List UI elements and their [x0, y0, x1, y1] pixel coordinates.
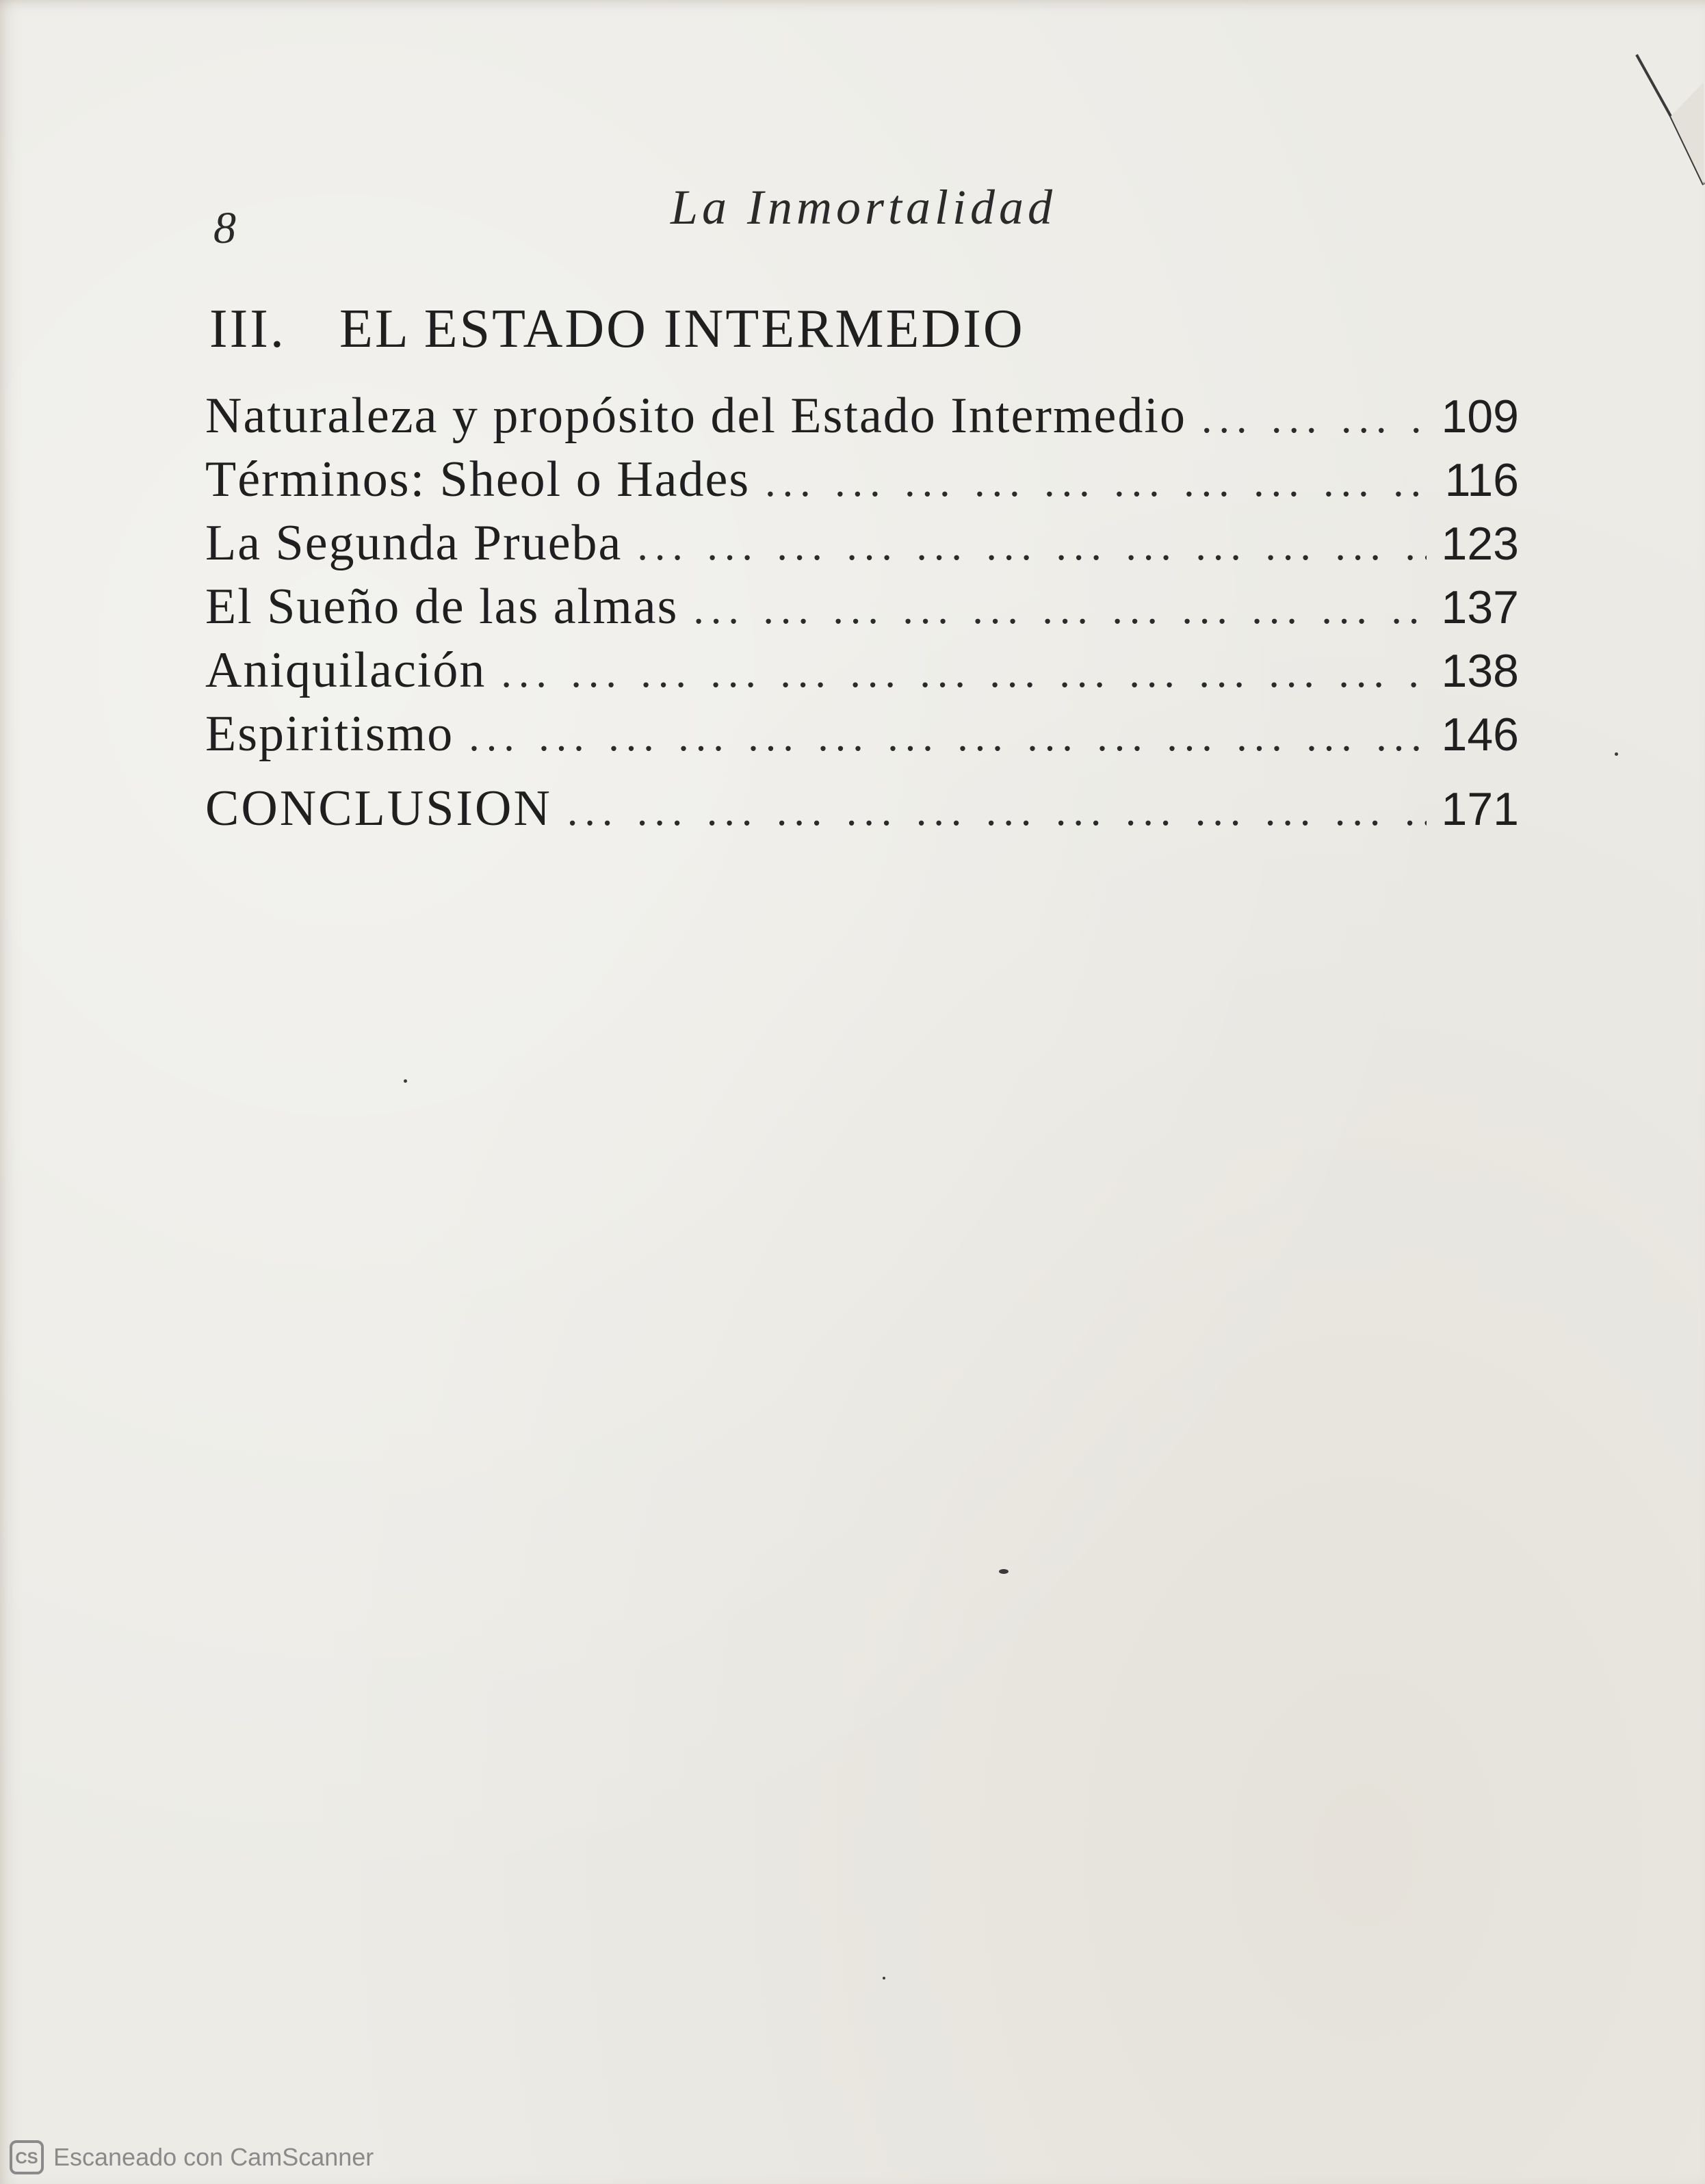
toc-entry-page: 171 — [1441, 783, 1519, 835]
toc-dot-leader — [765, 458, 1429, 507]
toc-entry-page: 137 — [1441, 581, 1519, 633]
toc-entry-title: Espiritismo — [205, 706, 454, 762]
watermark-text: Escaneado con CamScanner — [53, 2143, 374, 2171]
toc-entry-page: 123 — [1441, 518, 1519, 570]
toc-entry — [205, 642, 1519, 705]
toc-entry-title: Naturaleza y propósito del Estado Intermedio — [205, 388, 1186, 444]
svg-text:CS: CS — [15, 2149, 38, 2168]
paper-speck — [883, 1977, 885, 1979]
paper-speck — [404, 1079, 407, 1083]
camscanner-watermark — [10, 2140, 374, 2175]
toc-entry-title: CONCLUSION — [205, 780, 552, 837]
running-title: La Inmortalidad — [671, 180, 1057, 235]
page-header — [0, 179, 1705, 253]
toc-entry — [205, 578, 1519, 642]
section-numeral: III. — [209, 299, 286, 359]
toc-dot-leader — [567, 787, 1427, 836]
toc-dot-leader — [1201, 395, 1427, 443]
toc-entry — [205, 387, 1519, 451]
toc-dot-leader — [501, 649, 1426, 698]
section-heading — [209, 298, 1025, 360]
toc-entry — [205, 451, 1519, 514]
camscanner-logo-icon — [10, 2140, 44, 2174]
paper-speck — [999, 1569, 1008, 1574]
toc-entry-title: La Segunda Prueba — [205, 515, 623, 571]
section-title: EL ESTADO INTERMEDIO — [339, 299, 1025, 359]
toc-entry-page: 109 — [1441, 391, 1519, 443]
toc-entry-title: Términos: Sheol o Hades — [205, 451, 751, 508]
table-of-contents — [205, 387, 1519, 843]
toc-entry-title: El Sueño de las almas — [205, 579, 679, 635]
toc-dot-leader — [469, 713, 1426, 761]
toc-dot-leader — [693, 586, 1426, 634]
toc-entry-title: Aniquilación — [205, 642, 486, 698]
toc-entry — [205, 705, 1519, 769]
paper-speck — [1615, 752, 1618, 756]
toc-dot-leader — [637, 522, 1426, 570]
page-number: 8 — [213, 203, 237, 253]
toc-entry-conclusion — [205, 780, 1519, 843]
toc-entry-page: 146 — [1441, 709, 1519, 761]
toc-entry-page: 138 — [1441, 645, 1519, 697]
toc-entry-page: 116 — [1444, 454, 1519, 506]
toc-entry — [205, 514, 1519, 578]
